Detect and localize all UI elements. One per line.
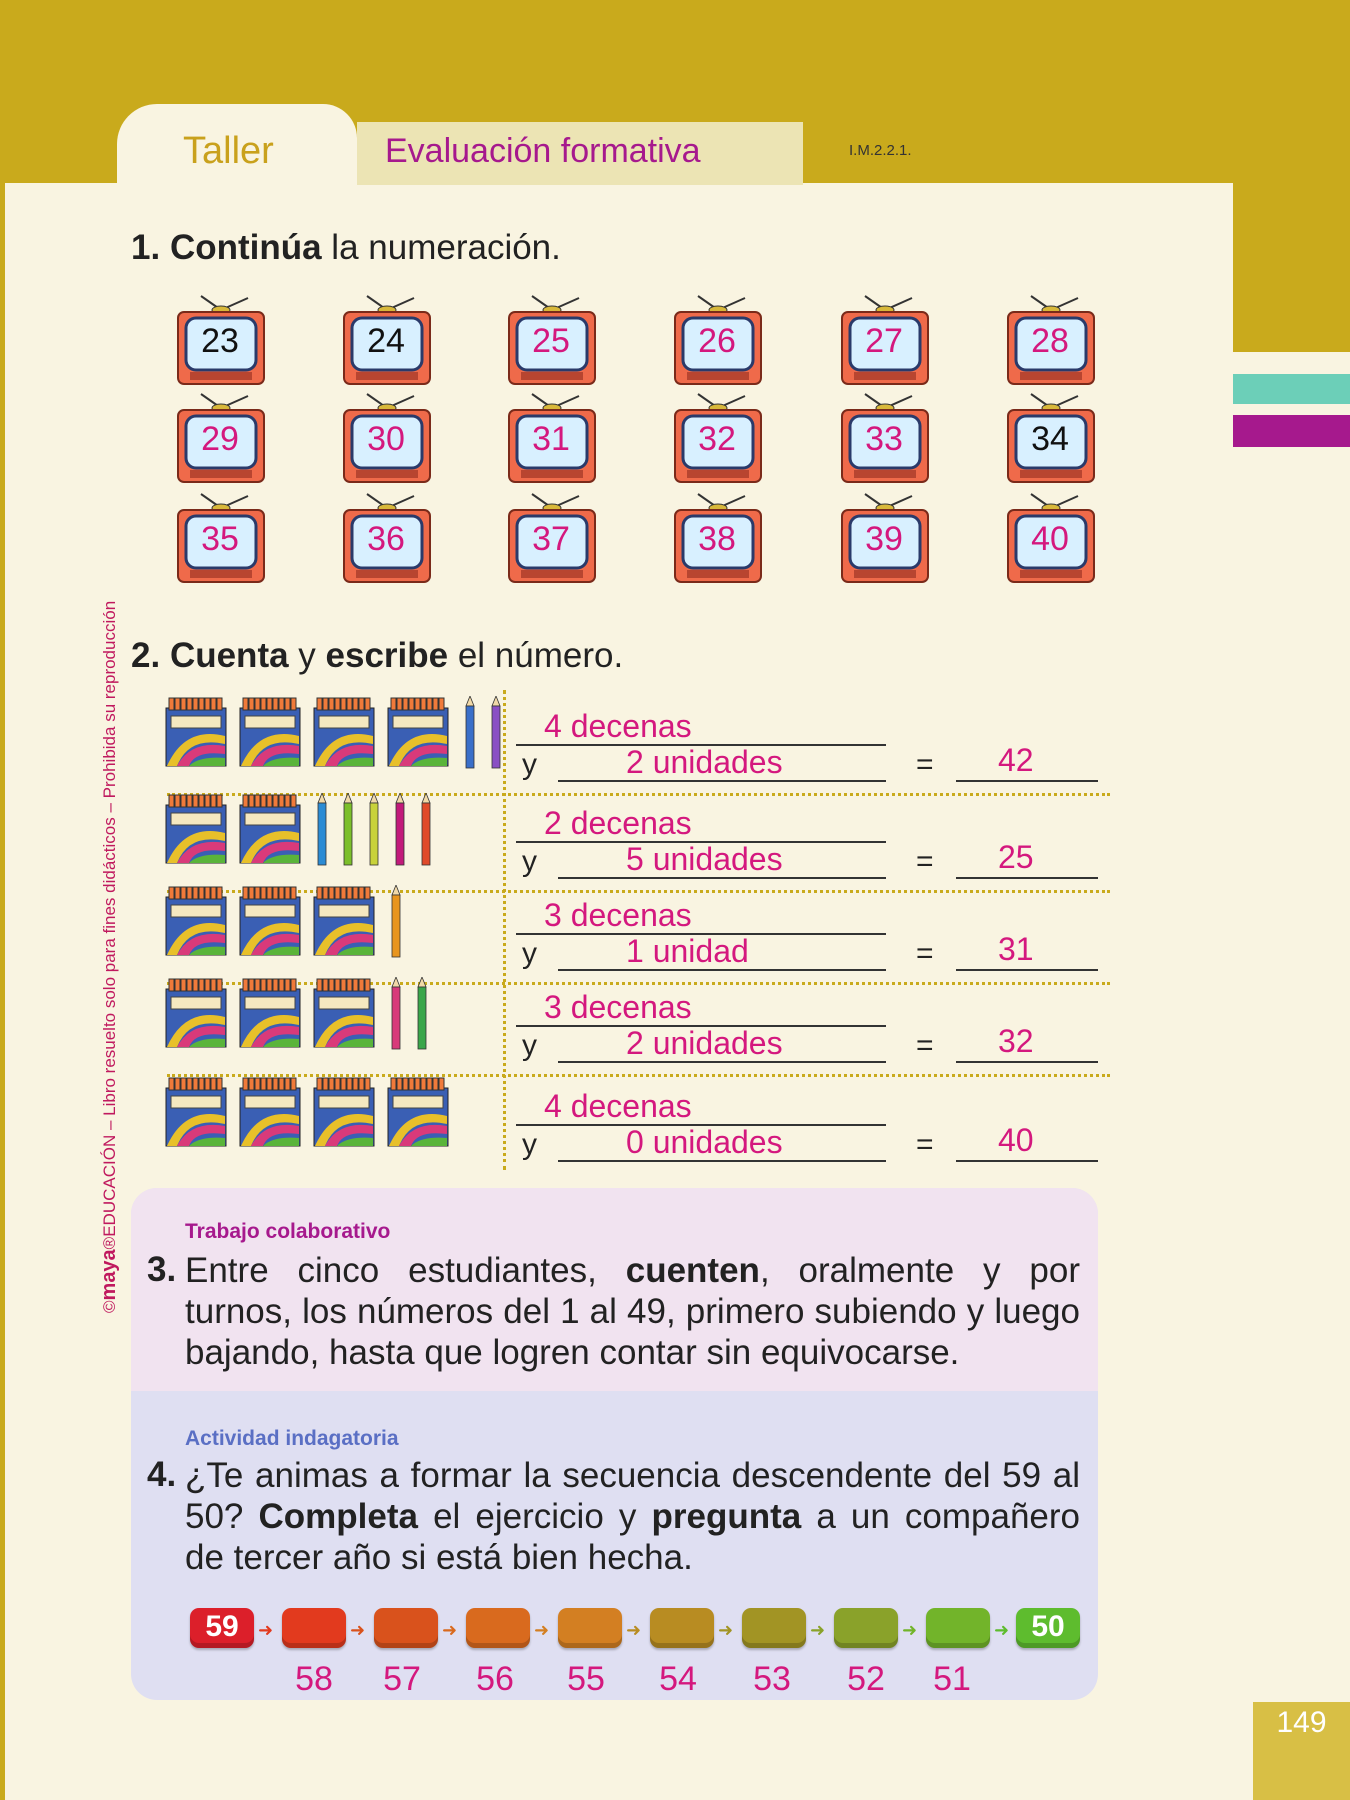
chain-box [466,1608,530,1648]
chain-box [282,1608,346,1648]
arrow-right-icon: ➜ [810,1620,826,1640]
q2-bold-1: Cuenta [169,636,289,675]
crayon-box-icon [313,1076,375,1148]
unidades-answer: 0 unidades [626,1124,783,1160]
tab-taller-label: Taller [183,130,274,172]
equals-sign: = [916,1029,934,1062]
tv-number-33 [840,390,930,486]
y-label: y [522,937,537,970]
q3-pre: Entre cinco estudiantes, [185,1251,626,1290]
q3-number: 3. [147,1250,177,1289]
tv-number-label: 37 [532,520,570,558]
q4-pre: ¿Te animas a formar la secuencia descendente del 59 al 50? [185,1456,1080,1536]
crayon-box-icon [387,1076,449,1148]
y-label: y [522,1029,537,1062]
crayon-box-icon [313,885,375,957]
copyright-side-text: ©maya®EDUCACIÓN – Libro resuelto solo para fines didácticos – Prohibida su reproducción [98,600,120,1313]
q3-text [185,1250,1080,1373]
pencil-icon [421,793,431,867]
q4-mid: el ejercicio y [417,1497,652,1536]
unidades-line [558,1061,886,1063]
result-answer: 25 [998,839,1034,875]
tv-number-label: 26 [698,322,736,360]
q1-number: 1. [131,228,161,267]
decenas-answer: 4 decenas [544,708,692,744]
tv-number-label: 38 [698,520,736,558]
collab-label: Trabajo colaborativo [185,1220,391,1243]
q4-number: 4. [147,1455,177,1494]
q2-rest: el número. [448,636,624,675]
chain-box [926,1608,990,1648]
result-answer: 42 [998,742,1034,778]
tv-number-35 [176,490,266,586]
decenas-answer: 4 decenas [544,1088,692,1124]
pencil-icon [465,696,475,770]
unidades-line [558,1160,886,1162]
tv-number-37 [507,490,597,586]
crayon-box-icon [239,1076,301,1148]
tv-number-label: 27 [865,322,903,360]
row-divider [167,982,1110,985]
tv-number-38 [673,490,763,586]
tv-number-label: 29 [201,420,239,458]
equals-sign: = [916,1128,934,1161]
row-divider [167,1074,1110,1077]
crayon-box-icon [239,885,301,957]
crayon-box-icon [165,1076,227,1148]
row-divider [167,793,1110,796]
arrow-right-icon: ➜ [718,1620,734,1640]
tab-evaluacion-label: Evaluación formativa [385,132,701,170]
q4-bold-1: Completa [258,1497,418,1536]
tv-number-29 [176,390,266,486]
vertical-divider [503,690,506,1170]
tv-number-32 [673,390,763,486]
result-answer: 31 [998,931,1034,967]
tv-number-26 [673,292,763,388]
magenta-edge-marker [1233,415,1350,447]
chain-box [742,1608,806,1648]
result-answer: 32 [998,1023,1034,1059]
pencil-icon [391,977,401,1051]
q1-bold: Continúa [169,228,322,267]
right-edge-band [1233,0,1350,352]
chain-box [558,1608,622,1648]
page-number: 149 [1276,1706,1327,1739]
chain-box [834,1608,898,1648]
tv-number-label: 39 [865,520,903,558]
tv-number-39 [840,490,930,586]
chain-start-label: 59 [205,1610,239,1643]
pencil-icon [417,977,427,1051]
unidades-answer: 2 unidades [626,1025,783,1061]
tv-number-23 [176,292,266,388]
crayon-box-icon [239,696,301,768]
result-answer: 40 [998,1122,1034,1158]
decenas-answer: 2 decenas [544,805,692,841]
result-line [956,1160,1098,1162]
q4-post: a un compañero de tercer año si está bien hecha. [185,1497,1081,1577]
tab-taller [117,104,357,186]
pencil-icon [491,696,501,770]
result-line [956,969,1098,971]
unidades-answer: 5 unidades [626,841,783,877]
chain-box [374,1608,438,1648]
result-line [956,1061,1098,1063]
brand-name: maya [98,1249,120,1301]
tv-number-30 [342,390,432,486]
pencil-icon [395,793,405,867]
tv-number-label: 23 [201,322,239,360]
tv-number-label: 24 [367,322,405,360]
chain-answer: 57 [383,1660,421,1698]
crayon-box-icon [239,977,301,1049]
q4-text [185,1455,1080,1578]
tv-number-36 [342,490,432,586]
arrow-right-icon: ➜ [350,1620,366,1640]
teal-edge-marker [1233,374,1350,404]
crayon-box-icon [239,793,301,865]
arrow-right-icon: ➜ [626,1620,642,1640]
unidades-line [558,877,886,879]
chain-answer: 54 [659,1660,697,1698]
indagatoria-label: Actividad indagatoria [185,1427,399,1450]
row-divider [167,890,1110,893]
tv-number-label: 34 [1031,420,1069,458]
decenas-answer: 3 decenas [544,897,692,933]
chain-box [650,1608,714,1648]
crayon-box-icon [165,977,227,1049]
y-label: y [522,748,537,781]
pencil-icon [369,793,379,867]
crayon-box-icon [387,696,449,768]
crayon-box-icon [313,696,375,768]
q3-bold: cuenten [625,1251,760,1290]
arrow-right-icon: ➜ [534,1620,550,1640]
q4-bold-2: pregunta [651,1497,802,1536]
tv-number-label: 28 [1031,322,1069,360]
left-edge-strip [0,183,5,1800]
copyright-text: EDUCACIÓN – Libro resuelto solo para fines didácticos – Prohibida su reproducción [100,600,119,1237]
chain-box [1016,1608,1080,1648]
tv-number-31 [507,390,597,486]
chain-answer: 56 [476,1660,514,1698]
crayon-box-icon [165,696,227,768]
q2-number: 2. [131,636,161,675]
tv-number-25 [507,292,597,388]
chain-answer: 53 [753,1660,791,1698]
y-label: y [522,1128,537,1161]
chain-end-label: 50 [1031,1610,1065,1643]
q3-post: , oralmente y por turnos, los números del 1 al 49, primero subiendo y luego bajando, hasta que logren contar sin equivocarse. [185,1251,1081,1372]
chain-answer: 51 [933,1660,971,1698]
chain-box [190,1608,254,1648]
arrow-right-icon: ➜ [258,1620,274,1640]
arrow-right-icon: ➜ [994,1620,1010,1640]
pencil-icon [317,793,327,867]
unidades-line [558,969,886,971]
chain-answer: 58 [295,1660,333,1698]
tab-evaluacion [357,122,803,185]
tv-number-24 [342,292,432,388]
crayon-box-icon [165,793,227,865]
tv-number-label: 33 [865,420,903,458]
crayon-box-icon [313,977,375,1049]
unidades-answer: 1 unidad [626,933,749,969]
tv-number-label: 31 [532,420,570,458]
equals-sign: = [916,845,934,878]
arrow-right-icon: ➜ [902,1620,918,1640]
q2-title [131,636,623,676]
pencil-icon [391,885,401,959]
chain-answer: 52 [847,1660,885,1698]
crayon-box-icon [165,885,227,957]
tv-number-label: 30 [367,420,405,458]
q2-mid: y [288,636,326,675]
q2-bold-2: escribe [325,636,449,675]
y-label: y [522,845,537,878]
tv-number-28 [1006,292,1096,388]
tv-number-label: 25 [532,322,570,360]
tv-number-40 [1006,490,1096,586]
unidades-line [558,780,886,782]
unidades-answer: 2 unidades [626,744,783,780]
tv-number-label: 36 [367,520,405,558]
tv-number-label: 32 [698,420,736,458]
tv-number-27 [840,292,930,388]
equals-sign: = [916,748,934,781]
decenas-answer: 3 decenas [544,989,692,1025]
q1-title [131,228,561,268]
q1-rest: la numeración. [321,228,561,267]
equals-sign: = [916,937,934,970]
tv-number-label: 40 [1031,520,1069,558]
arrow-right-icon: ➜ [442,1620,458,1640]
result-line [956,877,1098,879]
curriculum-code: I.M.2.2.1. [849,142,912,159]
tv-number-label: 35 [201,520,239,558]
tv-number-34 [1006,390,1096,486]
pencil-icon [343,793,353,867]
result-line [956,780,1098,782]
chain-answer: 55 [567,1660,605,1698]
